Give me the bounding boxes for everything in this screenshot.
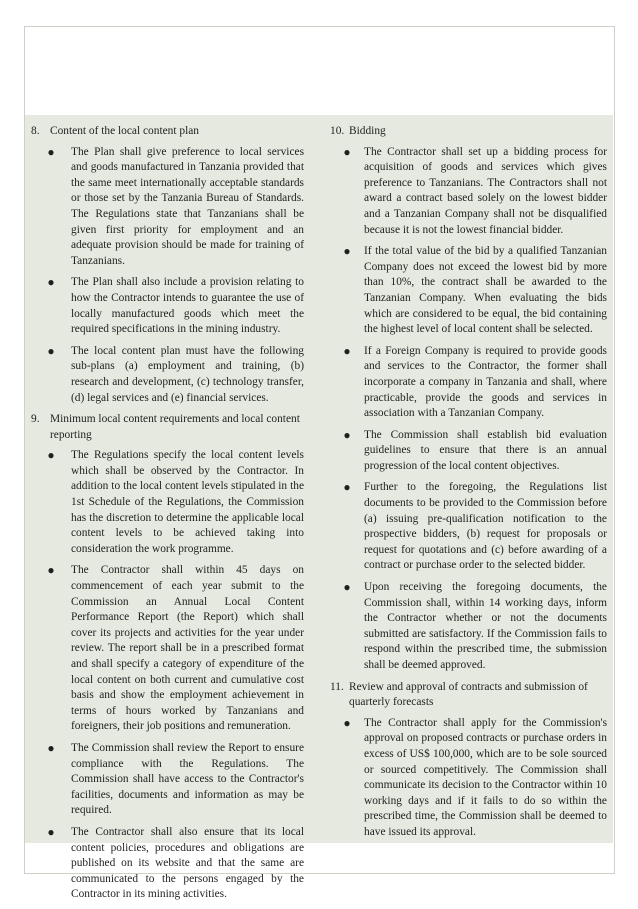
bullet-text: The Contractor shall within 45 days on commencement of each year submit to the Commission an Annual Local Content Performance Report (the Report) which shall cover its projects and activities for the year under review. The report shall be in a prescribed format and shall specify a category of expenditure of the local content on both current and cumulative cost basis and show the employment achievement in terms of hours worked by Tanzanians and foreigners, their job positions and remuneration. (71, 564, 304, 733)
list-item (31, 741, 304, 819)
bullet-icon: ● (47, 448, 55, 463)
section-heading (31, 412, 304, 443)
bullet-text: The Contractor shall apply for the Commission's approval on proposed contracts or purchase orders in excess of US$ 100,000, which are to be sole sourced or sourced competitively. The Commission shall communicate its decision to the Contractor within 10 working days and if it fails to do so within the prescribed time, the Commission shall be deemed to have issued its approval. (364, 716, 607, 838)
right-column (330, 124, 607, 847)
list-item (31, 275, 304, 337)
bullet-icon: ● (47, 343, 55, 358)
list-item (330, 244, 607, 338)
bullet-text: Further to the foregoing, the Regulations list documents to be provided to the Commission before (a) issuing pre-qualification notification to the prospective bidders, (b) request for proposals or request for quotations and (c) before awarding of a contract or purchase order to the selected bidder. (364, 481, 607, 572)
section-heading (31, 124, 304, 140)
list-item (330, 716, 607, 841)
bullet-text: The Commission shall establish bid evaluation guidelines to ensure that there is an annual progression of the local content objectives. (364, 428, 607, 472)
section-8 (31, 124, 304, 406)
section-number: 10. (330, 125, 345, 137)
bullet-icon: ● (343, 715, 351, 730)
bullet-icon: ● (343, 244, 351, 259)
list-item (31, 563, 304, 735)
section-title: Bidding (349, 125, 386, 137)
section-heading (330, 124, 607, 140)
bullet-text: The Contractor shall set up a bidding process for acquisition of goods and services which gives preference to Tanzanians. The Contractors shall not award a contract based solely on the lowest bidder and a Tanzanian Company shall not be disqualified because it is not the lowest financial bidder. (364, 145, 607, 236)
bullet-icon: ● (47, 275, 55, 290)
section-9 (31, 412, 304, 903)
bullet-icon: ● (47, 144, 55, 159)
section-heading (330, 680, 607, 711)
bullet-icon: ● (47, 563, 55, 578)
list-item (330, 344, 607, 422)
list-item (330, 145, 607, 239)
section-title: Minimum local content requirements and local content reporting (50, 413, 300, 441)
section-number: 8. (31, 125, 40, 137)
list-item (31, 448, 304, 557)
section-11 (330, 680, 607, 841)
bullet-icon: ● (343, 580, 351, 595)
bullet-text: The Contractor shall also ensure that its local content policies, procedures and obligations are published on its website and that the same are communicated to the persons engaged by the Contractor in its mining activities. (71, 825, 304, 901)
bullet-text: The Commission shall review the Report to ensure compliance with the Regulations. The Commission shall have access to the Contractor's facilities, documents and information as may be required. (71, 741, 304, 817)
section-10 (330, 124, 607, 674)
bullet-text: The Plan shall also include a provision relating to how the Contractor intends to guarantee the use of locally manufactured goods which meet the required specifications in the mining industry. (71, 276, 304, 336)
content-panel (25, 115, 613, 901)
list-item (31, 145, 304, 270)
section-number: 11. (330, 680, 344, 693)
section-number: 9. (31, 413, 40, 426)
bullet-icon: ● (343, 480, 351, 495)
bullet-icon: ● (343, 427, 351, 442)
list-item (330, 480, 607, 574)
bullet-text: If a Foreign Company is required to provide goods and services to the Contractor, the former shall incorporate a company in Tanzania and shall, where practicable, provide the goods and services in association with a Tanzanian Company. (364, 344, 607, 420)
list-item (31, 344, 304, 406)
bullet-text: Upon receiving the foregoing documents, the Commission shall, within 14 working days, inform the Contractor whether or not the documents submitted are satisfactory. If the Commission fails to respond within the prescribed time, the submission shall be deemed approved. (364, 581, 607, 671)
bullet-icon: ● (343, 144, 351, 159)
bullet-icon: ● (47, 740, 55, 755)
bullet-text: If the total value of the bid by a qualified Tanzanian Company does not exceed the lowest bid by more than 10%, the contract shall be awarded to the Tanzanian Company. When evaluating the bids which are considered to be equal, the bid containing the highest level of local content shall be selected. (364, 245, 607, 336)
bullet-text: The Regulations specify the local content levels which shall be observed by the Contractor. In addition to the local content levels stipulated in the 1st Schedule of the Regulations, the Commission has the discretion to determine the applicable local content levels to be achieved taking into consideration the work programme. (71, 449, 304, 555)
bullet-icon: ● (47, 824, 55, 839)
list-item (330, 580, 607, 674)
bullet-icon: ● (343, 343, 351, 358)
left-column (31, 124, 304, 909)
section-title: Review and approval of contracts and submission of quarterly forecasts (349, 680, 588, 709)
section-title: Content of the local content plan (50, 125, 199, 137)
list-item (31, 825, 304, 903)
list-item (330, 428, 607, 475)
bullet-text: The Plan shall give preference to local services and goods manufactured in Tanzania provided that the same meet internationally acceptable standards or those set by the Tanzania Bureau of Standards. The Regulations state that Tanzanians shall be given first priority for employment and an adequate provision should be made for training of Tanzanians. (71, 145, 304, 267)
bullet-text: The local content plan must have the following sub-plans (a) employment and training, (b) research and development, (c) technology transfer, (d) legal services and (e) financial services. (71, 344, 304, 404)
